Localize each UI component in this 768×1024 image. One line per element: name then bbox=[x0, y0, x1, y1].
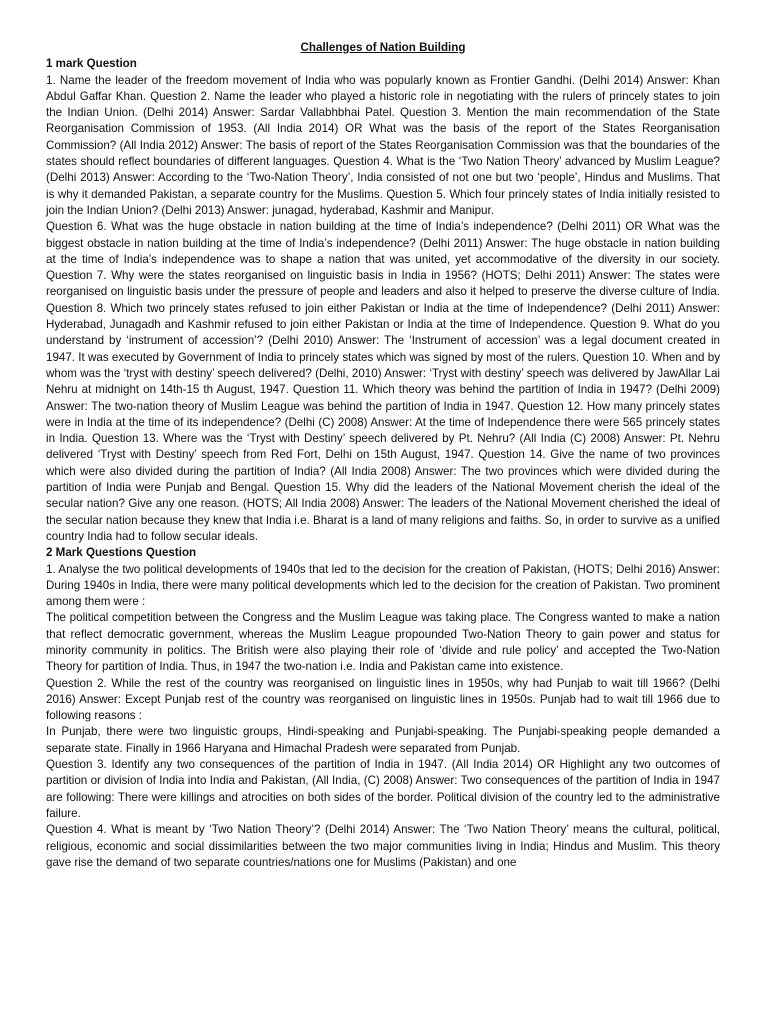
section-heading-2-mark: 2 Mark Questions Question bbox=[46, 546, 197, 560]
paragraph: Question 2. While the rest of the country was reorganised on linguistic lines in 1950s, why had Punjab to wait till 1966? (Delhi 2016) Answer: Except Punjab rest of the country was reorganised on linguistic lines in 1950s. Punjab had to wait till 1966 due to following reasons : bbox=[46, 676, 720, 723]
paragraph: In Punjab, there were two linguistic groups, Hindi-speaking and Punjabi-speaking. The Punjabi-speaking people demanded a separate state. Finally in 1966 Haryana and Himachal Pradesh were separated from Punjab. bbox=[46, 725, 720, 755]
paragraph: Question 3. Identify any two consequences of the partition of India in 1947. (All India 2014) OR Highlight any two outcomes of partition or division of India into India and Pakistan, (All India, (C) 2008) Answer: Two consequences of the partition of India in 1947 are following: There were killings and atrocities on both sides of the border. Political division of the country led to the administrative failure. bbox=[46, 758, 720, 820]
document-title: Challenges of Nation Building bbox=[300, 41, 466, 54]
paragraph: Question 6. What was the huge obstacle in nation building at the time of India’s independence? (Delhi 2011) OR What was the biggest obstacle in nation building at the time of India’s independence? (Delhi 2011) Answer: The huge obstacle in nation building at the time of India’s independence was to shape a nation that was united, yet accommodative of the diversity in our society. Question 7. Why were the states reorganised on linguistic basis in India in 1956? (HOTS; Delhi 2011) Answer: The states were reorganised on linguistic basis under the pressure of people and leaders and also it helped to preserve the diverse culture of India. Question 8. Which two princely states refused to join either Pakistan or India at the time of Independence? (Delhi 2011) Answer: Hyderabad, Junagadh and Kashmir refused to join either Pakistan or India at the time of Independence. Question 9. What do you understand by ‘instrument of accession’? (Delhi 2010) Answer: The ‘Instrument of accession’ was a legal document created in 1947. It was executed by Government of India to princely states which was signed by most of the rulers. Question 10. When and by whom was the ‘tryst with destiny’ speech delivered? (Delhi, 2010) Answer: ‘Tryst with destiny’ speech was delivered by JawAllar Lai Nehru at midnight on 14th-15 th August, 1947. Question 11. Which theory was behind the partition of India in 1947? (Delhi 2009) Answer: The two-nation theory of Muslim League was behind the partition of India in 1947. Question 12. How many princely states were in India at the time of its independence? (Delhi (C) 2008) Answer: At the time of Independence there were 565 princely states in India. Question 13. Where was the ‘Tryst with Destiny’ speech delivered by Pt. Nehru? (All India (C) 2008) Answer: Pt. Nehru delivered ‘Tryst with Destiny’ speech from Red Fort, Delhi on 15th August, 1947. Question 14. Give the name of two provinces which were also divided during the partition of India? (All India 2008) Answer: The two provinces which were divided during the partition of India were Punjab and Bengal. Question 15. Why did the leaders of the National Movement cherish the ideal of the secular nation? Give any one reason. (HOTS; All India 2008) Answer: The leaders of the National Movement cherished the ideal of the secular nation because they knew that India i.e. Bharat is a land of many religions and faiths. So, in order to survive as a unified country India had to follow secular ideals. bbox=[46, 220, 720, 543]
paragraph: Question 4. What is meant by ‘Two Nation Theory’? (Delhi 2014) Answer: The ‘Two Nation Theory’ means the cultural, political, religious, economic and social dissimilarities between the two major communities living in India; Hindus and Muslim. This theory gave rise the demand of two separate countries/nations one for Muslims (Pakistan) and one bbox=[46, 823, 720, 869]
document-page bbox=[46, 40, 720, 871]
section-heading-1-mark: 1 mark Question bbox=[46, 57, 137, 71]
paragraph: The political competition between the Congress and the Muslim League was taking place. The Congress wanted to make a nation that reflect democratic government, whereas the Muslim League propounded Two-Nation Theory to gain power and status for minority community in politics. The British were also playing their role of ‘divide and rule policy’ and accepted the Two-Nation Theory for partition of India. Thus, in 1947 the two-nation i.e. India and Pakistan came into existence. bbox=[46, 611, 720, 674]
paragraph: 1. Analyse the two political developments of 1940s that led to the decision for the creation of Pakistan, (HOTS; Delhi 2016) Answer: During 1940s in India, there were many political developments which led to the decision for the creation of Pakistan. Two prominent among them were : bbox=[46, 562, 720, 609]
paragraph: 1. Name the leader of the freedom movement of India who was popularly known as Frontier Gandhi. (Delhi 2014) Answer: Khan Abdul Gaffar Khan. Question 2. Name the leader who played a historic role in negotiating with the rulers of princely states to join the Indian Union. (Delhi 2014) Answer: Sardar Vallabhbhai Patel. Question 3. Mention the main recommendation of the State Reorganisation Commission of 1953. (All India 2014) OR What was the basis of the report of the States Reorganisation Commission? (All India 2012) Answer: The basis of report of the States Reorganisation Commission was that the boundaries of the states should reflect boundaries of different languages. Question 4. What is the ‘Two Nation Theory’ advanced by Muslim League? (Delhi 2013) Answer: According to the ‘Two-Nation Theory’, India consisted of not one but two ‘people’, Hindus and Muslims. That is why it demanded Pakistan, a separate country for the Muslims. Question 5. Which four princely states of India initially resisted to join the Indian Union? (Delhi 2013) Answer: junagad, hyderabad, Kashmir and Manipur. bbox=[46, 73, 720, 217]
